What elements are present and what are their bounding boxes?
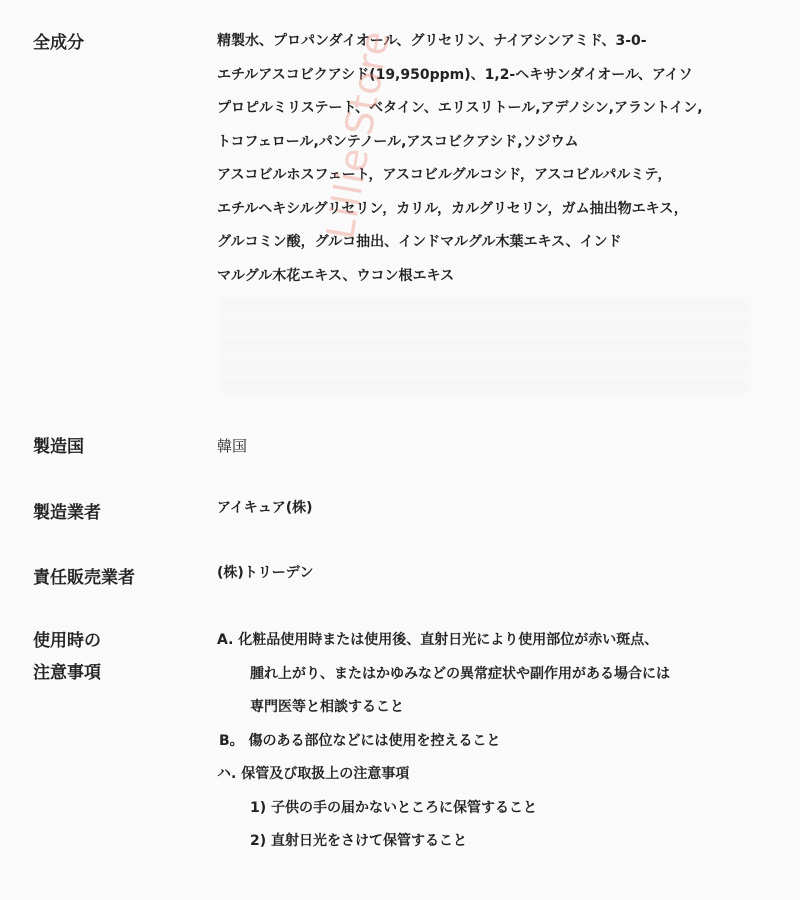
ingredients-line: マルグル木花エキス、ウコン根エキス: [217, 267, 455, 284]
ingredients-line: アスコビルホスフェート，アスコビルグルコシド，アスコビルパルミテ，: [217, 167, 672, 183]
ingredients-label: 全成分: [33, 33, 84, 53]
ingredients-line: エチルヘキシルグリセリン，カリル，カルグリセリン，ガム抽出物エキス，: [217, 200, 688, 217]
ingredients-line: 精製水、プロパンダイオール、グリセリン、ナイアシンアミド、3-0-: [217, 33, 647, 49]
ingredients-line: グルコミン酸，グルコ抽出、インドマルグル木葉エキス、インド: [217, 234, 622, 250]
precaution-c-sub: 2) 直射日光をさけて保管すること: [250, 833, 468, 849]
ingredients-line: トコフェロール,パンテノール,アスコビクアシド,ソジウム: [217, 133, 579, 150]
ingredients-list: [217, 25, 703, 293]
distributor-label: 責任販売業者: [33, 568, 135, 588]
blurred-text-area: [220, 295, 750, 395]
precaution-c-sub: 1) 子供の手の届かないところに保管すること: [250, 799, 538, 816]
precautions-label-line: 注意事項: [33, 663, 101, 683]
precaution-a-line: 専門医等と相談すること: [250, 699, 404, 715]
manufacturer-value: アイキュア(株): [217, 500, 313, 516]
store-watermark: Lillie Store: [318, 26, 399, 243]
precaution-a-line: 腫れ上がり、またはかゆみなどの異常症状や副作用がある場合には: [250, 665, 670, 682]
ingredients-line: エチルアスコビクアシド(19,950ppm)、1,2-ヘキサンダイオール、アイソ: [217, 66, 693, 83]
country-value: 韓国: [217, 437, 248, 455]
manufacturer-label: 製造業者: [33, 503, 101, 523]
country-label: 製造国: [33, 437, 84, 457]
precaution-a-line: A. 化粧品使用時または使用後、直射日光により使用部位が赤い斑点、: [217, 632, 659, 648]
precautions-label: [33, 625, 101, 689]
precautions-list: [217, 624, 670, 859]
precaution-b-line: B。 傷のある部位などには使用を控えること: [219, 732, 501, 749]
precaution-c-heading: ハ. 保管及び取扱上の注意事項: [217, 766, 410, 782]
distributor-value: (株)トリーデン: [217, 565, 314, 581]
ingredients-line: プロピルミリステート、ベタイン、エリスリトール,アデノシン,アラントイン,: [217, 100, 703, 116]
precautions-label-line: 使用時の: [33, 631, 101, 651]
